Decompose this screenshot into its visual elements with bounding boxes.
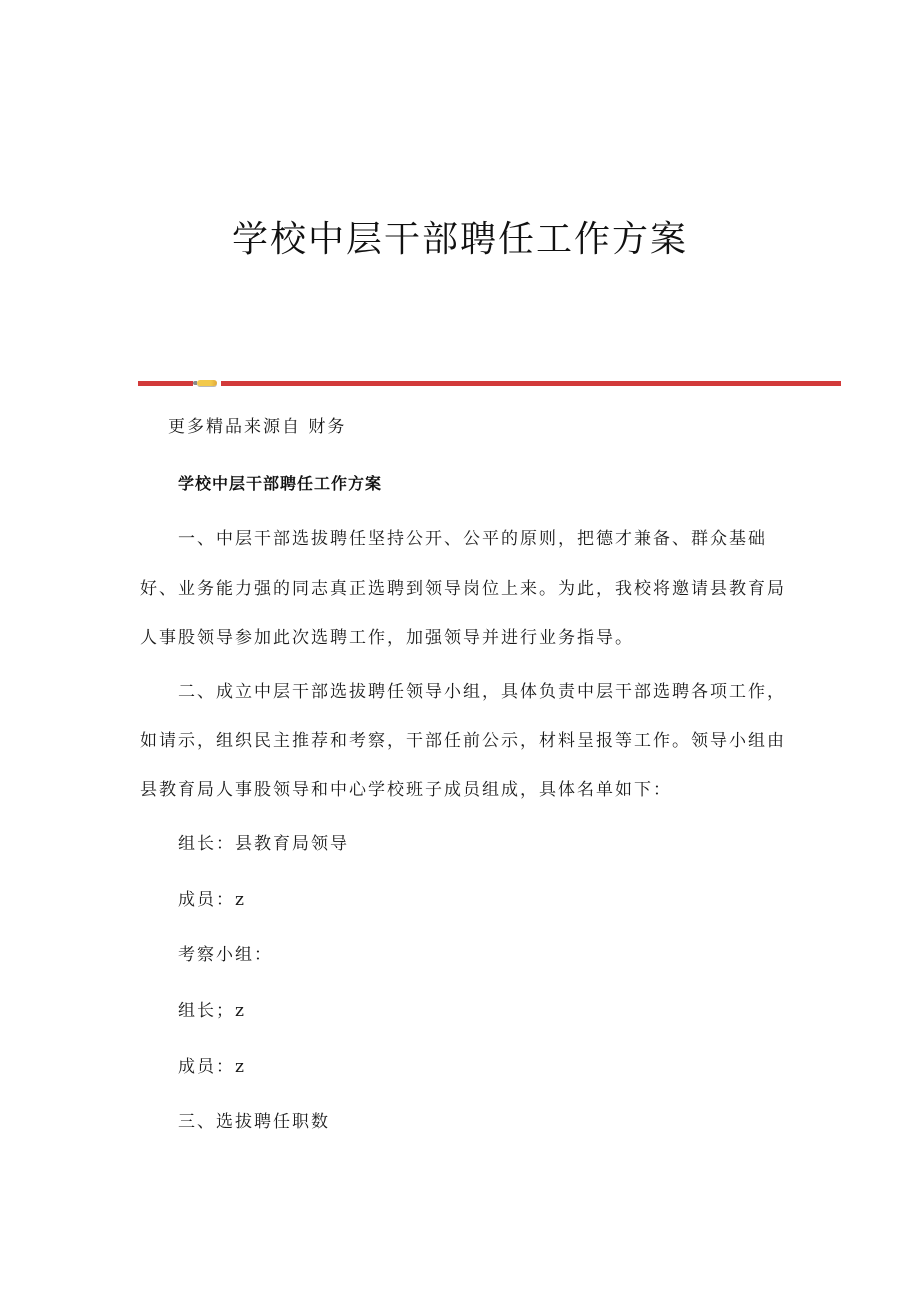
header-rule-left-segment — [138, 381, 193, 386]
document-title: 学校中层干部聘任工作方案 — [231, 219, 688, 260]
inspection-group-members: 成员：z — [178, 1057, 246, 1077]
leader-group-members: 成员：z — [178, 890, 246, 910]
paragraph-line: 一、中层干部选拔聘任坚持公开、公平的原则，把德才兼备、群众基础 — [178, 529, 767, 549]
header-rule-right-segment — [221, 381, 841, 386]
leader-group-head: 组长：县教育局领导 — [178, 834, 349, 854]
document-subtitle: 学校中层干部聘任工作方案 — [178, 474, 383, 493]
section-3-heading: 三、选拔聘任职数 — [178, 1112, 330, 1132]
paragraph-line: 好、业务能力强的同志真正选聘到领导岗位上来。为此，我校将邀请县教育局 — [140, 579, 786, 599]
pencil-icon — [197, 380, 217, 386]
paragraph-line: 二、成立中层干部选拔聘任领导小组，具体负责中层干部选聘各项工作， — [178, 682, 786, 702]
inspection-group-head: 组长；z — [178, 1001, 246, 1021]
paragraph-line: 县教育局人事股领导和中心学校班子成员组成，具体名单如下： — [140, 780, 672, 800]
inspection-group-title: 考察小组： — [178, 945, 273, 965]
paragraph-line: 如请示，组织民主推荐和考察，干部任前公示，材料呈报等工作。领导小组由 — [140, 731, 786, 751]
paragraph-line: 人事股领导参加此次选聘工作，加强领导并进行业务指导。 — [140, 628, 634, 648]
header-rule — [138, 381, 841, 386]
source-note: 更多精品来源自 财务 — [168, 417, 347, 437]
